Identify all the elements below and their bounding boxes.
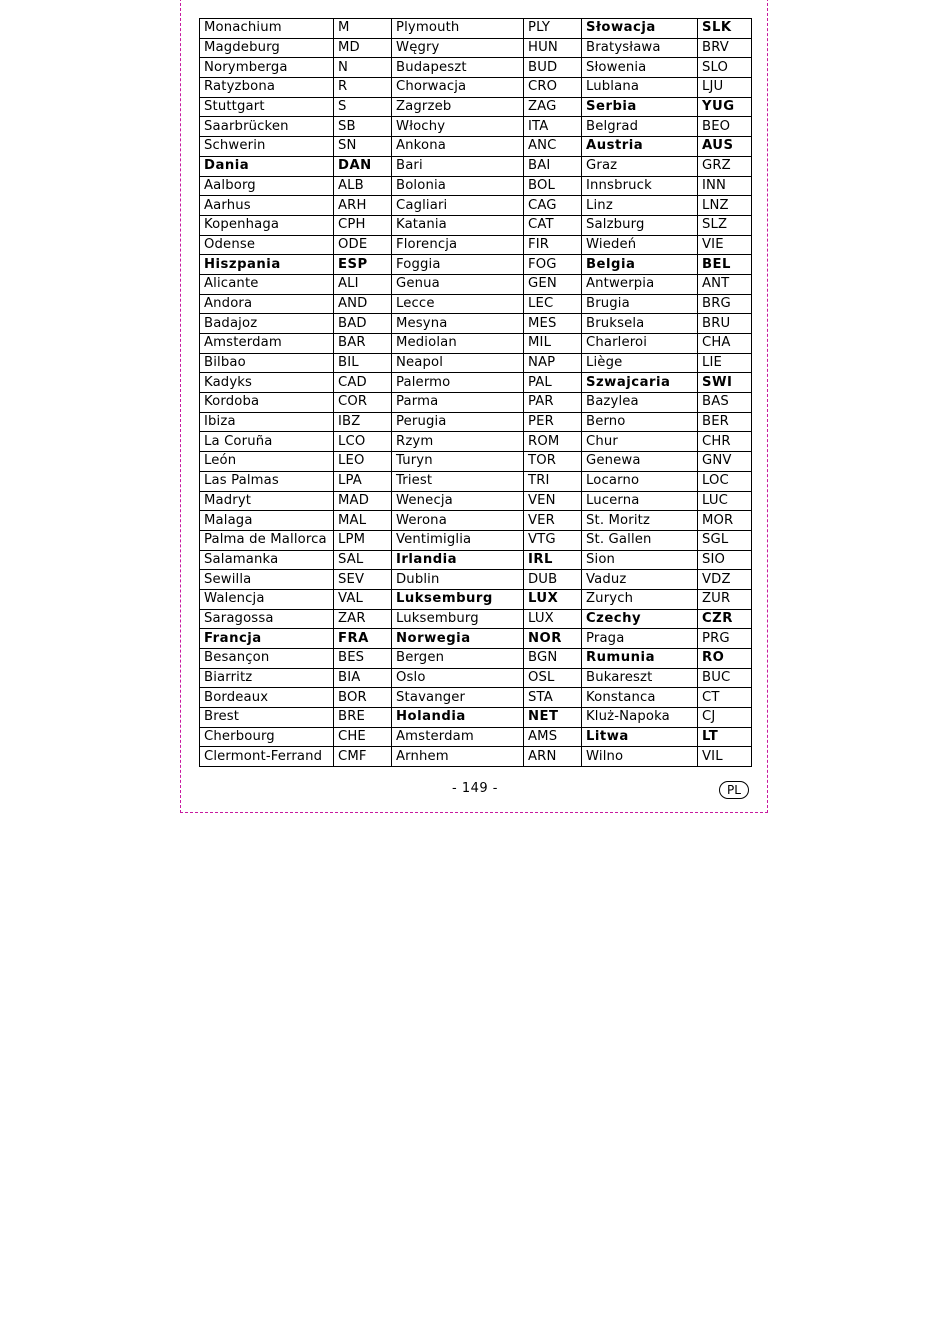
city-cell: Wilno (582, 747, 698, 767)
city-cell: Rzym (392, 432, 524, 452)
table-row (200, 97, 752, 117)
table-row (200, 334, 752, 354)
city-cell: Słowenia (582, 58, 698, 78)
code-cell: LJU (698, 78, 752, 98)
table-row (200, 117, 752, 137)
city-cell: Norymberga (200, 58, 334, 78)
country-city-cell: Dania (200, 156, 334, 176)
table-row (200, 353, 752, 373)
city-cell: Bratysława (582, 38, 698, 58)
table-row (200, 491, 752, 511)
code-cell: SAL (334, 550, 392, 570)
city-cell: Dublin (392, 570, 524, 590)
code-cell: BAR (334, 334, 392, 354)
city-cell: Bazylea (582, 393, 698, 413)
code-cell: SEV (334, 570, 392, 590)
city-cell: Magdeburg (200, 38, 334, 58)
table-row (200, 511, 752, 531)
code-cell: LEO (334, 452, 392, 472)
city-cell: Cagliari (392, 196, 524, 216)
code-cell: GEN (524, 274, 582, 294)
code-cell: BOR (334, 688, 392, 708)
table-row (200, 530, 752, 550)
city-cell: Walencja (200, 589, 334, 609)
code-cell: VEN (524, 491, 582, 511)
table-row (200, 38, 752, 58)
city-cell: Ratyzbona (200, 78, 334, 98)
code-cell: BIA (334, 668, 392, 688)
table-row (200, 668, 752, 688)
code-cell: SN (334, 137, 392, 157)
code-cell: LNZ (698, 196, 752, 216)
code-cell: PAR (524, 393, 582, 413)
city-cell: Saarbrücken (200, 117, 334, 137)
city-cell: Bordeaux (200, 688, 334, 708)
country-city-cell: Litwa (582, 727, 698, 747)
code-cell: S (334, 97, 392, 117)
code-cell: BRE (334, 708, 392, 728)
code-cell: PAL (524, 373, 582, 393)
city-cell: Ibiza (200, 412, 334, 432)
table-row (200, 609, 752, 629)
city-cell: Monachium (200, 19, 334, 39)
city-cell: Odense (200, 235, 334, 255)
code-cell: CT (698, 688, 752, 708)
city-cell: Antwerpia (582, 274, 698, 294)
table-row (200, 294, 752, 314)
code-cell: MAD (334, 491, 392, 511)
table-body (200, 19, 752, 767)
city-cell: Chorwacja (392, 78, 524, 98)
code-cell: AMS (524, 727, 582, 747)
country-city-cell: Holandia (392, 708, 524, 728)
table-row (200, 393, 752, 413)
city-cell: Mediolan (392, 334, 524, 354)
code-cell: BOL (524, 176, 582, 196)
country-city-cell: Norwegia (392, 629, 524, 649)
table-row (200, 570, 752, 590)
city-cell: Budapeszt (392, 58, 524, 78)
code-cell: BEO (698, 117, 752, 137)
code-cell: ARN (524, 747, 582, 767)
code-cell: FOG (524, 255, 582, 275)
code-cell: VTG (524, 530, 582, 550)
city-cell: Bolonia (392, 176, 524, 196)
city-cell: Amsterdam (200, 334, 334, 354)
city-cell: Malaga (200, 511, 334, 531)
code-cell: LCO (334, 432, 392, 452)
country-code-cell: CZR (698, 609, 752, 629)
country-code-cell: ESP (334, 255, 392, 275)
code-cell: SGL (698, 530, 752, 550)
city-cell: Madryt (200, 491, 334, 511)
country-code-cell: BEL (698, 255, 752, 275)
table-row (200, 274, 752, 294)
city-cell: Salzburg (582, 215, 698, 235)
code-cell: LOC (698, 471, 752, 491)
code-cell: PRG (698, 629, 752, 649)
code-cell: BRV (698, 38, 752, 58)
city-cell: Locarno (582, 471, 698, 491)
city-cell: Bruksela (582, 314, 698, 334)
table-row (200, 649, 752, 669)
code-cell: R (334, 78, 392, 98)
city-cell: Graz (582, 156, 698, 176)
country-city-cell: Czechy (582, 609, 698, 629)
code-cell: LUX (524, 609, 582, 629)
code-cell: LPM (334, 530, 392, 550)
table-row (200, 452, 752, 472)
city-cell: Schwerin (200, 137, 334, 157)
code-cell: CMF (334, 747, 392, 767)
code-cell: VIE (698, 235, 752, 255)
code-cell: CRO (524, 78, 582, 98)
code-cell: LEC (524, 294, 582, 314)
code-cell: CHR (698, 432, 752, 452)
code-cell: ZAG (524, 97, 582, 117)
code-cell: BGN (524, 649, 582, 669)
table-row (200, 373, 752, 393)
table-row (200, 58, 752, 78)
city-cell: Kadyks (200, 373, 334, 393)
country-city-cell: Szwajcaria (582, 373, 698, 393)
code-cell: BER (698, 412, 752, 432)
table-row (200, 137, 752, 157)
city-cell: Brest (200, 708, 334, 728)
code-cell: M (334, 19, 392, 39)
code-cell: PLY (524, 19, 582, 39)
code-cell: BUD (524, 58, 582, 78)
code-cell: ALB (334, 176, 392, 196)
city-cell: Mesyna (392, 314, 524, 334)
city-cell: Bilbao (200, 353, 334, 373)
city-cell: Salamanka (200, 550, 334, 570)
code-cell: PER (524, 412, 582, 432)
country-city-cell: Hiszpania (200, 255, 334, 275)
code-cell: VIL (698, 747, 752, 767)
city-cell: Bari (392, 156, 524, 176)
table-row (200, 589, 752, 609)
city-cell: Aarhus (200, 196, 334, 216)
code-cell: CHE (334, 727, 392, 747)
table-row (200, 747, 752, 767)
city-cell: Andora (200, 294, 334, 314)
code-cell: VER (524, 511, 582, 531)
city-cell: Konstanca (582, 688, 698, 708)
city-cell: Saragossa (200, 609, 334, 629)
table-row (200, 196, 752, 216)
country-code-cell: IRL (524, 550, 582, 570)
city-cell: Badajoz (200, 314, 334, 334)
table-row (200, 215, 752, 235)
city-cell: Bukareszt (582, 668, 698, 688)
city-cell: Las Palmas (200, 471, 334, 491)
code-cell: LPA (334, 471, 392, 491)
code-cell: INN (698, 176, 752, 196)
code-cell: ODE (334, 235, 392, 255)
city-cell: Zagrzeb (392, 97, 524, 117)
code-cell: ROM (524, 432, 582, 452)
code-cell: VDZ (698, 570, 752, 590)
city-cell: León (200, 452, 334, 472)
city-cell: Perugia (392, 412, 524, 432)
code-cell: CPH (334, 215, 392, 235)
city-cell: Genewa (582, 452, 698, 472)
city-cell: St. Moritz (582, 511, 698, 531)
city-cell: Luksemburg (392, 609, 524, 629)
code-cell: BES (334, 649, 392, 669)
city-cell: Innsbruck (582, 176, 698, 196)
code-cell: DUB (524, 570, 582, 590)
city-cell: Besançon (200, 649, 334, 669)
code-cell: CAG (524, 196, 582, 216)
city-cell: Foggia (392, 255, 524, 275)
city-cell: Włochy (392, 117, 524, 137)
city-cell: Aalborg (200, 176, 334, 196)
table-row (200, 727, 752, 747)
code-cell: FIR (524, 235, 582, 255)
code-cell: BAS (698, 393, 752, 413)
table-row (200, 688, 752, 708)
code-cell: LIE (698, 353, 752, 373)
table-row (200, 550, 752, 570)
city-cell: Vaduz (582, 570, 698, 590)
city-cell: Sion (582, 550, 698, 570)
table-row (200, 235, 752, 255)
city-cell: Turyn (392, 452, 524, 472)
city-cell: Lecce (392, 294, 524, 314)
city-cell: Neapol (392, 353, 524, 373)
table-row (200, 314, 752, 334)
country-code-cell: AUS (698, 137, 752, 157)
city-cell: Palma de Mallorca (200, 530, 334, 550)
table-row (200, 629, 752, 649)
country-city-cell: Słowacja (582, 19, 698, 39)
city-cell: Stavanger (392, 688, 524, 708)
country-code-cell: NOR (524, 629, 582, 649)
city-cell: Werona (392, 511, 524, 531)
city-cell: Belgrad (582, 117, 698, 137)
city-cell: Kopenhaga (200, 215, 334, 235)
code-cell: BAD (334, 314, 392, 334)
city-cell: Alicante (200, 274, 334, 294)
code-cell: COR (334, 393, 392, 413)
code-cell: SLZ (698, 215, 752, 235)
country-code-cell: RO (698, 649, 752, 669)
table-row (200, 471, 752, 491)
city-codes-table (199, 18, 752, 767)
code-cell: ITA (524, 117, 582, 137)
code-cell: VAL (334, 589, 392, 609)
code-cell: SIO (698, 550, 752, 570)
city-cell: Sewilla (200, 570, 334, 590)
country-city-cell: Luksemburg (392, 589, 524, 609)
code-cell: ANC (524, 137, 582, 157)
code-cell: BIL (334, 353, 392, 373)
code-cell: MES (524, 314, 582, 334)
city-cell: Kluż-Napoka (582, 708, 698, 728)
country-code-cell: FRA (334, 629, 392, 649)
city-cell: Węgry (392, 38, 524, 58)
code-cell: BRG (698, 294, 752, 314)
city-cell: Stuttgart (200, 97, 334, 117)
city-cell: Palermo (392, 373, 524, 393)
city-cell: Arnhem (392, 747, 524, 767)
table-row (200, 412, 752, 432)
country-city-cell: Belgia (582, 255, 698, 275)
table-row (200, 708, 752, 728)
country-code-cell: YUG (698, 97, 752, 117)
code-cell: GRZ (698, 156, 752, 176)
city-cell: Ankona (392, 137, 524, 157)
city-cell: Amsterdam (392, 727, 524, 747)
city-cell: Genua (392, 274, 524, 294)
city-cell: Praga (582, 629, 698, 649)
table-row (200, 156, 752, 176)
code-cell: ALI (334, 274, 392, 294)
table-row (200, 432, 752, 452)
city-cell: Wenecja (392, 491, 524, 511)
country-city-cell: Austria (582, 137, 698, 157)
city-cell: Liège (582, 353, 698, 373)
city-cell: Zurych (582, 589, 698, 609)
country-code-cell: LUX (524, 589, 582, 609)
code-cell: N (334, 58, 392, 78)
city-cell: Bergen (392, 649, 524, 669)
city-cell: Berno (582, 412, 698, 432)
city-cell: Kordoba (200, 393, 334, 413)
city-cell: Lublana (582, 78, 698, 98)
code-cell: BAI (524, 156, 582, 176)
city-cell: Plymouth (392, 19, 524, 39)
country-city-cell: Serbia (582, 97, 698, 117)
table-row (200, 176, 752, 196)
country-city-cell: Rumunia (582, 649, 698, 669)
code-cell: IBZ (334, 412, 392, 432)
city-cell: Lucerna (582, 491, 698, 511)
table-row (200, 78, 752, 98)
code-cell: MOR (698, 511, 752, 531)
code-cell: BUC (698, 668, 752, 688)
country-code-cell: NET (524, 708, 582, 728)
code-cell: MIL (524, 334, 582, 354)
code-cell: TOR (524, 452, 582, 472)
city-cell: La Coruña (200, 432, 334, 452)
country-code-cell: SWI (698, 373, 752, 393)
country-code-cell: SLK (698, 19, 752, 39)
code-cell: ARH (334, 196, 392, 216)
code-cell: AND (334, 294, 392, 314)
page-number: - 149 - (452, 781, 498, 796)
city-cell: Wiedeń (582, 235, 698, 255)
city-cell: Parma (392, 393, 524, 413)
city-cell: Biarritz (200, 668, 334, 688)
code-cell: LUC (698, 491, 752, 511)
country-city-cell: Irlandia (392, 550, 524, 570)
language-badge: PL (719, 781, 749, 799)
code-cell: GNV (698, 452, 752, 472)
code-cell: TRI (524, 471, 582, 491)
code-cell: ANT (698, 274, 752, 294)
city-cell: St. Gallen (582, 530, 698, 550)
country-code-cell: DAN (334, 156, 392, 176)
city-cell: Triest (392, 471, 524, 491)
table-row (200, 255, 752, 275)
code-cell: SB (334, 117, 392, 137)
code-cell: BRU (698, 314, 752, 334)
code-cell: CJ (698, 708, 752, 728)
code-cell: OSL (524, 668, 582, 688)
city-cell: Ventimiglia (392, 530, 524, 550)
code-cell: ZUR (698, 589, 752, 609)
city-cell: Brugia (582, 294, 698, 314)
code-cell: CAT (524, 215, 582, 235)
city-cell: Chur (582, 432, 698, 452)
code-cell: NAP (524, 353, 582, 373)
city-cell: Cherbourg (200, 727, 334, 747)
table-row (200, 19, 752, 39)
code-cell: STA (524, 688, 582, 708)
code-cell: MAL (334, 511, 392, 531)
code-cell: HUN (524, 38, 582, 58)
city-cell: Katania (392, 215, 524, 235)
city-cell: Clermont-Ferrand (200, 747, 334, 767)
city-cell: Charleroi (582, 334, 698, 354)
code-cell: MD (334, 38, 392, 58)
city-cell: Oslo (392, 668, 524, 688)
country-code-cell: LT (698, 727, 752, 747)
code-cell: SLO (698, 58, 752, 78)
code-cell: CAD (334, 373, 392, 393)
city-cell: Florencja (392, 235, 524, 255)
city-cell: Linz (582, 196, 698, 216)
country-city-cell: Francja (200, 629, 334, 649)
code-cell: CHA (698, 334, 752, 354)
code-cell: ZAR (334, 609, 392, 629)
